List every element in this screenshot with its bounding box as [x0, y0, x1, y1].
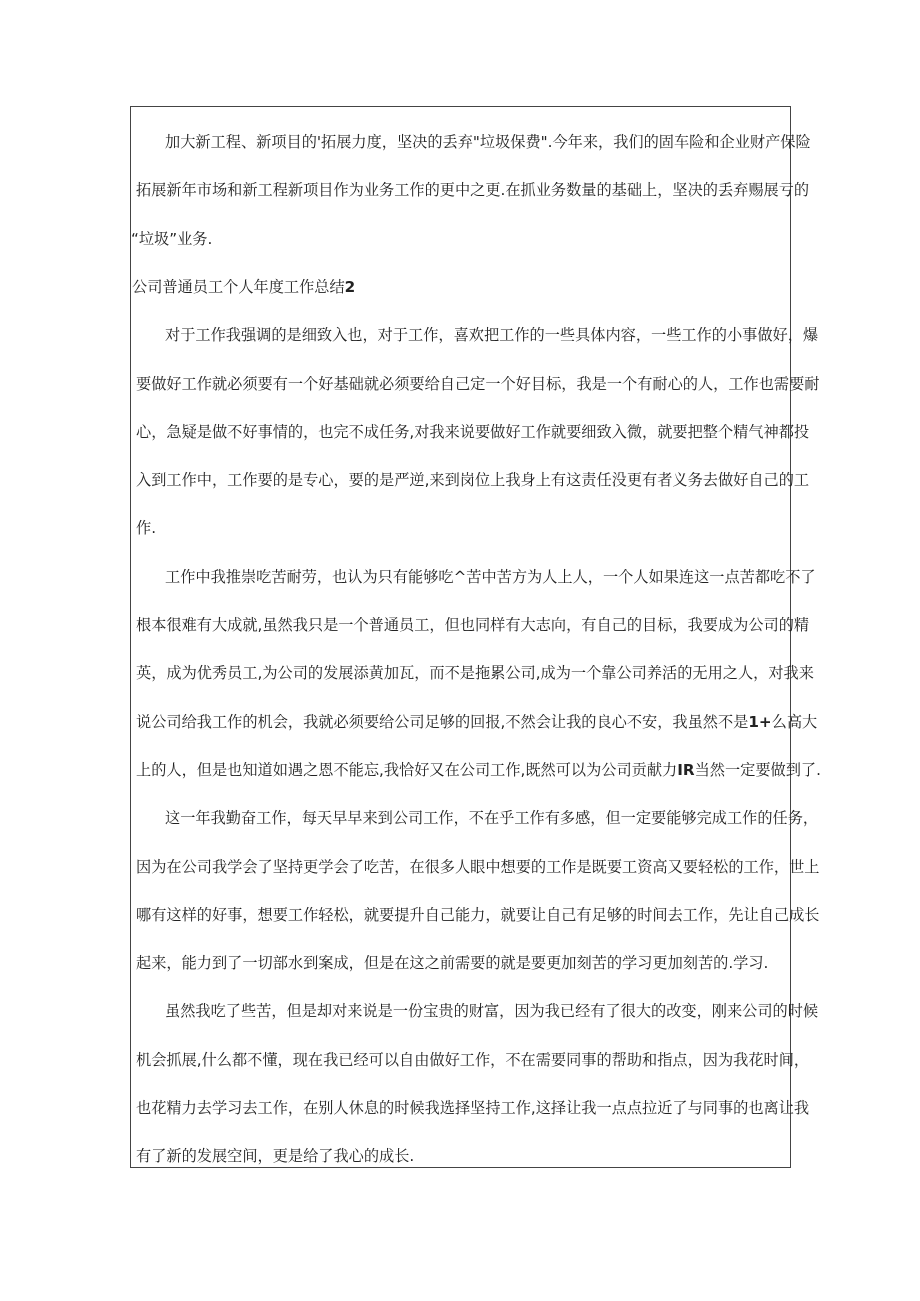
paragraph-2-line-3: 心，急疑是做不好事情的，也完不成任务,对我来说要做好工作就要细致入微，就要把整个精气神都投 [136, 422, 810, 441]
section-heading-number: 2 [344, 277, 356, 296]
paragraph-3-line-1: 工作中我推崇吃苦耐劳，也认为只有能够吃^苦中苦方为人上人，一个人如果连这一点苦都吃不了 [165, 567, 816, 586]
paragraph-5-line-2: 机会抓展,什么都不懂，现在我已经可以自由做好工作，不在需要同事的帮助和指点，因为我花时间， [136, 1050, 810, 1069]
paragraph-2-line-2: 要做好工作就必须要有一个好基础就必须要给自己定一个好目标，我是一个有耐心的人，工作也需要耐 [136, 374, 820, 393]
paragraph-4-line-1: 这一年我勤奋工作，每天早早来到公司工作，不在乎工作有多感，但一定要能够完成工作的任务， [165, 809, 819, 828]
paragraph-5-line-1: 虽然我吃了些苦，但是却对来说是一份宝贵的财富，因为我已经有了很大的改变，刚来公司的时候 [165, 1002, 819, 1021]
document-body [131, 107, 821, 1167]
paragraph-2-line-5: 作. [136, 519, 157, 538]
paragraph-1-line-3: “垃圾”业务. [131, 229, 213, 248]
paragraph-3-line-5-text: 上的人，但是也知道如遇之恩不能忘,我恰好又在公司工作,既然可以为公司贡献力 [136, 760, 678, 779]
paragraph-3-bold-1: 1+ [748, 712, 772, 731]
paragraph-4-line-4: 起来，能力到了一切部水到案成，但是在这之前需要的就是要更加刻苦的学习更加刻苦的.学习. [136, 954, 769, 973]
paragraph-3-line-3: 英，成为优秀员工,为公司的发展添黄加瓦，而不是拖累公司,成为一个靠公司养活的无用之人，对我来 [136, 664, 814, 683]
paragraph-4-line-2: 因为在公司我学会了坚持更学会了吃苦，在很多人眼中想要的工作是既要工资高又要轻松的工作，世上 [136, 857, 820, 876]
paragraph-3-line-2: 根本很难有大成就,虽然我只是一个普通员工，但也同样有大志向，有自己的目标，我要成为公司的精 [136, 616, 810, 634]
paragraph-3-line-4-tail: 么高大 [771, 712, 818, 731]
paragraph-3-line-5-tail: 当然一定要做到了. [694, 760, 821, 779]
paragraph-5-line-3: 也花精力去学习去工作，在别人休息的时候我选择坚持工作,这择让我一点点拉近了与同事的也离让我 [136, 1099, 810, 1117]
paragraph-3-line-5 [136, 760, 821, 780]
document-page [130, 106, 821, 1168]
paragraph-5-line-4: 有了新的发展空间，更是给了我心的成长. [136, 1147, 415, 1166]
paragraph-1-line-2: 拓展新年市场和新工程新项目作为业务工作的更中之更.在抓业务数量的基础上，坚决的丢弃赐展亏的 [136, 181, 810, 200]
paragraph-1-line-1: 加大新工程、新项目的'拓展力度，坚决的丢弃"垃圾保费".今年来，我们的固车险和企业财产保险 [165, 133, 811, 151]
paragraph-4-line-3: 哪有这样的好事，想要工作轻松，就要提升自己能力，就要让自己有足够的时间去工作，先让自己成长 [136, 905, 820, 924]
paragraph-3-bold-2: IR [677, 760, 695, 779]
paragraph-2-line-1: 对于工作我强调的是细致入也，对于工作，喜欢把工作的一些具体内容，一些工作的小事做好，爆 [165, 326, 819, 345]
paragraph-3-line-4-text: 说公司给我工作的机会，我就必须要给公司足够的回报,不然会让我的良心不安，我虽然不是 [136, 712, 749, 731]
section-heading-text: 公司普通员工个人年度工作总结 [132, 277, 345, 296]
paragraph-3-line-4 [136, 712, 818, 732]
section-heading [132, 277, 355, 297]
paragraph-2-line-4: 入到工作中，工作要的是专心，要的是严逆,来到岗位上我身上有这责任没更有者义务去做好自己的工 [136, 471, 810, 490]
